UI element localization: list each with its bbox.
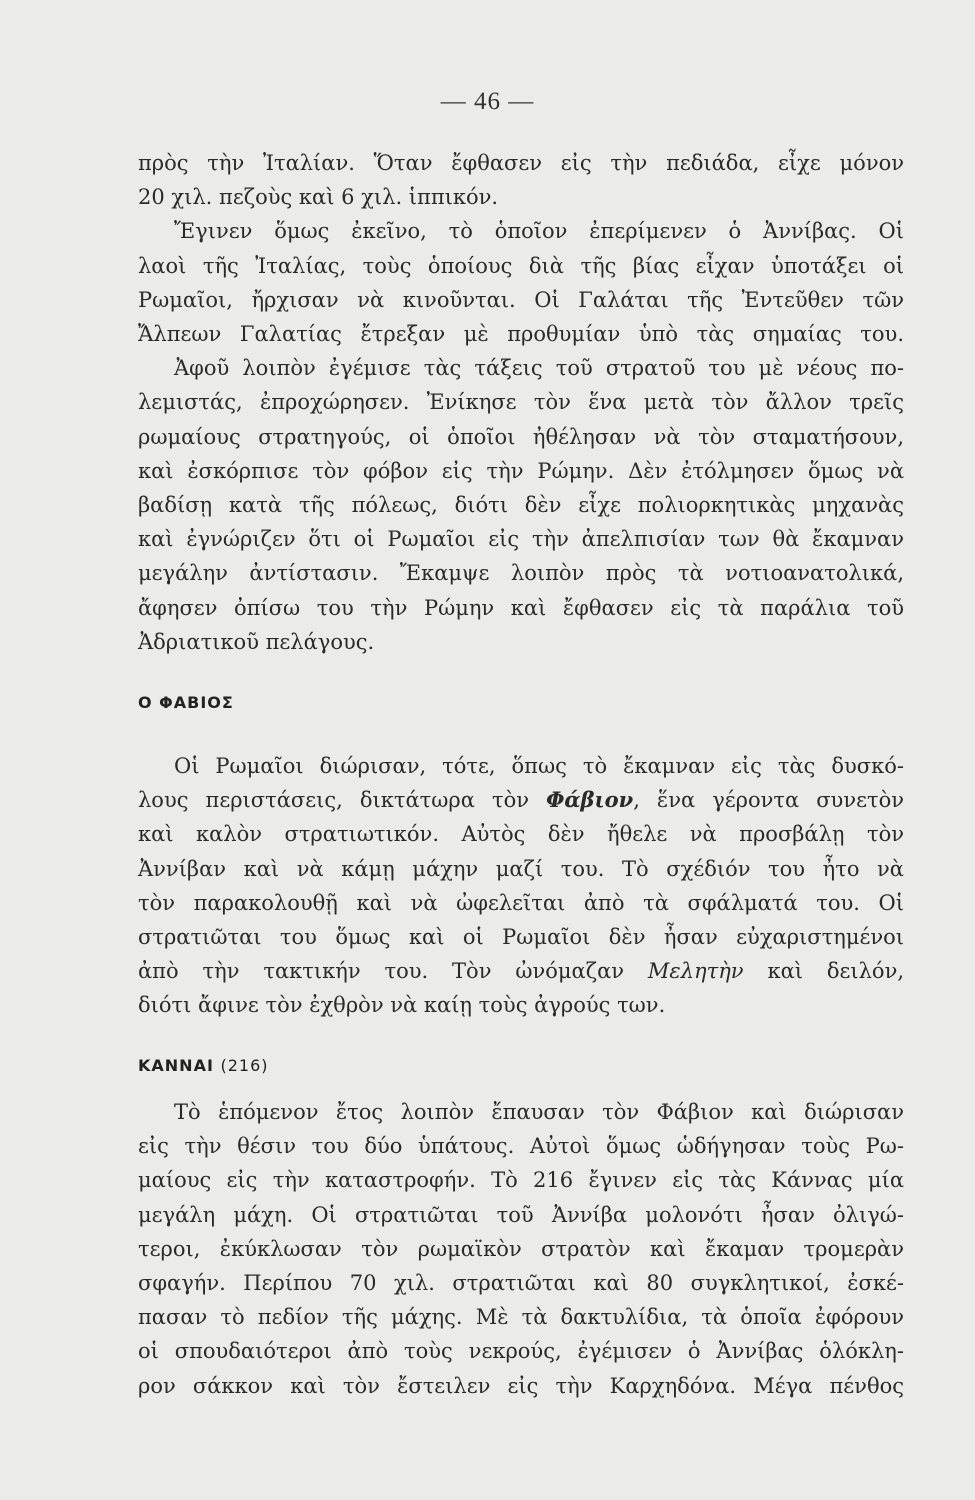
text-line: καὶ καλὸν στρατιωτικόν. Αὐτὸς δὲν ἤθελε νὰ προσβάλῃ τὸν xyxy=(138,822,904,847)
paragraph-fabius xyxy=(138,749,904,1023)
text-segment: καὶ δειλόν, xyxy=(743,959,905,984)
text-line: Τὸ ἑπόμενον ἔτος λοιπὸν ἔπαυσαν τὸν Φάβιον καὶ διώρισαν xyxy=(174,1100,904,1124)
text-segment: ἀπὸ τὴν τακτικήν του. Τὸν ὠνόμαζαν xyxy=(138,959,648,984)
section-heading-cannae xyxy=(138,1056,269,1075)
text-segment: , ἕνα γέροντα συνετὸν xyxy=(633,788,904,813)
text-line xyxy=(138,954,904,988)
text-line: εἰς τὴν θέσιν του δύο ὑπάτους. Αὐτοὶ ὅμως ὡδήγησαν τοὺς Ρω- xyxy=(138,1134,904,1159)
text-segment: λους περιστάσεις, δικτάτωρα τὸν xyxy=(138,788,547,813)
text-line: ρον σάκκον καὶ τὸν ἔστειλεν εἰς τὴν Καρχηδόνα. Μέγα πένθος xyxy=(138,1373,904,1398)
text-line: βαδίσῃ κατὰ τῆς πόλεως, διότι δὲν εἶχε πολιορκητικὰς μηχανὰς xyxy=(138,493,904,518)
text-line: Ἀφοῦ λοιπὸν ἐγέμισε τὰς τάξεις τοῦ στρατοῦ του μὲ νέους πο- xyxy=(174,356,904,381)
text-line: τεροι, ἐκύκλωσαν τὸν ρωμαϊκὸν στρατὸν καὶ ἔκαμαν τρομερὰν xyxy=(138,1236,904,1261)
text-line: ρωμαίους στρατηγούς, οἱ ὁποῖοι ἠθέλησαν νὰ τὸν σταματήσουν, xyxy=(138,424,904,449)
text-line: μαίους εἰς τὴν καταστροφήν. Τὸ 216 ἔγινεν εἰς τὰς Κάννας μία xyxy=(138,1168,904,1193)
text-line: οἱ σπουδαιότεροι ἀπὸ τοὺς νεκρούς, ἐγέμισεν ὁ Ἀννίβας ὁλόκλη- xyxy=(138,1339,904,1364)
text-line: 20 χιλ. πεζοὺς καὶ 6 χιλ. ἱππικόν. xyxy=(138,185,499,210)
text-line: πρὸς τὴν Ἰταλίαν. Ὅταν ἔφθασεν εἰς τὴν πεδιάδα, εἶχε μόνον xyxy=(138,151,904,175)
text-line: καὶ ἐσκόρπισε τὸν φόβον εἰς τὴν Ρώμην. Δὲν ἐτόλμησεν ὅμως νὰ xyxy=(138,458,904,483)
text-line: Ἄλπεων Γαλατίας ἔτρεξαν μὲ προθυμίαν ὑπὸ τὰς σημαίας του. xyxy=(138,322,904,347)
paragraph-hannibal-italy xyxy=(138,146,904,659)
text-line: τὸν παρακολουθῇ καὶ νὰ ὠφελεῖται ἀπὸ τὰ σφάλματά του. Οἱ xyxy=(138,890,904,915)
text-line: πασαν τὸ πεδίον τῆς μάχης. Μὲ τὰ δακτυλίδια, τὰ ὁποῖα ἐφόρουν xyxy=(138,1305,904,1330)
text-line: μεγάλην ἀντίστασιν. Ἔκαμψε λοιπὸν πρὸς τὰ νοτιοανατολικά, xyxy=(138,561,904,586)
page-number: — 46 — xyxy=(440,88,535,115)
emphasized-name-fabius: Φάβιον xyxy=(546,787,634,813)
text-line: διότι ἄφινε τὸν ἐχθρὸν νὰ καίῃ τοὺς ἀγρούς των. xyxy=(138,993,666,1018)
text-line: Οἱ Ρωμαῖοι διώρισαν, τότε, ὅπως τὸ ἔκαμναν εἰς τὰς δυσκό- xyxy=(174,754,904,778)
section-heading-fabius: Ο ΦΑΒΙΟΣ xyxy=(138,693,234,712)
text-line: Ἔγινεν ὅμως ἐκεῖνο, τὸ ὁποῖον ἐπερίμενεν ὁ Ἀννίβας. Οἱ xyxy=(174,219,904,244)
text-line: μεγάλη μάχη. Οἱ στρατιῶται τοῦ Ἀννίβα μολονότι ἦσαν ὀλιγώ- xyxy=(138,1202,904,1227)
text-line: λεμιστάς, ἐπροχώρησεν. Ἐνίκησε τὸν ἕνα μετὰ τὸν ἄλλον τρεῖς xyxy=(138,390,904,415)
heading-title: ΚΑΝΝΑΙ xyxy=(138,1056,214,1075)
paragraph-cannae xyxy=(138,1095,904,1403)
text-line: Ἀννίβαν καὶ νὰ κάμῃ μάχην μαζί του. Τὸ σχέδιόν του ἦτο νὰ xyxy=(138,856,904,881)
text-line: Ρωμαῖοι, ἤρχισαν νὰ κινοῦνται. Οἱ Γαλάται τῆς Ἐντεῦθεν τῶν xyxy=(138,287,904,312)
text-line: σφαγήν. Περίπου 70 χιλ. στρατιῶται καὶ 80 συγκλητικοί, ἐσκέ- xyxy=(138,1271,904,1296)
emphasized-word-meletis: Μελητὴν xyxy=(647,959,744,984)
heading-year: (216) xyxy=(220,1056,269,1075)
text-line: λαοὶ τῆς Ἰταλίας, τοὺς ὁποίους διὰ τῆς βίας εἶχαν ὑποτάξει οἱ xyxy=(138,253,904,278)
text-line: στρατιῶται του ὅμως καὶ οἱ Ρωμαῖοι δὲν ἦσαν εὐχαριστημένοι xyxy=(138,925,904,950)
text-line: ἄφησεν ὀπίσω του τὴν Ρώμην καὶ ἔφθασεν εἰς τὰ παράλια τοῦ xyxy=(138,595,904,620)
text-line: Ἀδριατικοῦ πελάγους. xyxy=(138,629,375,654)
text-line: καὶ ἐγνώριζεν ὅτι οἱ Ρωμαῖοι εἰς τὴν ἀπελπισίαν των θὰ ἔκαμναν xyxy=(138,527,904,552)
text-line xyxy=(138,783,904,817)
